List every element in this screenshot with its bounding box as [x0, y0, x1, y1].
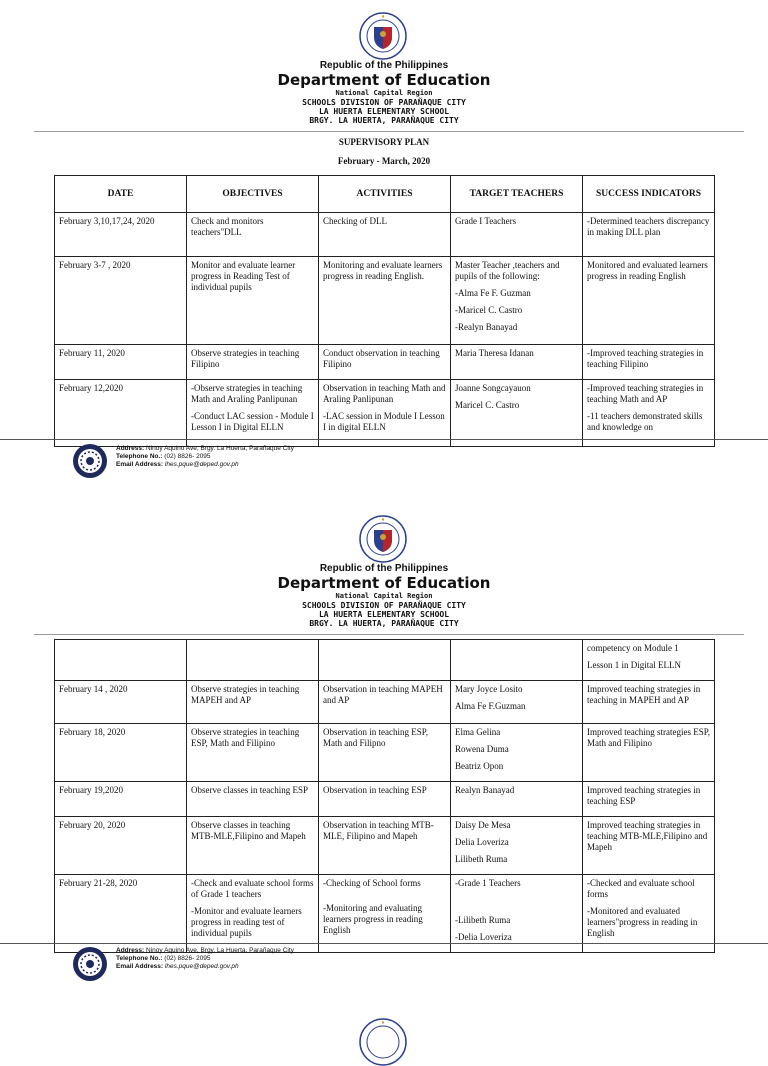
teachers-cell — [451, 640, 583, 681]
table-row — [55, 213, 715, 257]
email-value: lhes.pque@deped.gov.ph — [164, 963, 239, 970]
email-value: lhes.pque@deped.gov.ph — [164, 461, 239, 468]
cell-text: -Conduct LAC session - Module I Lesson I in Digital ELLN — [191, 411, 314, 432]
activities-cell — [319, 345, 451, 380]
column-header: OBJECTIVES — [187, 176, 319, 213]
objectives-cell — [187, 724, 319, 782]
republic-heading: Republic of the Philippines — [319, 60, 449, 71]
objectives-cell — [187, 257, 319, 345]
deped-seal-icon — [359, 515, 407, 563]
cell-text: Beatriz Opon — [455, 761, 504, 771]
footer-divider — [0, 439, 768, 440]
cell-text: Maricel C. Castro — [455, 400, 520, 410]
column-header: SUCCESS INDICATORS — [583, 176, 715, 213]
cell-text: Realyn Banayad — [455, 785, 515, 795]
cell-text: -Determined teachers discrepancy in making DLL plan — [587, 216, 710, 237]
division-heading: SCHOOLS DIVISION OF PARAÑAQUE CITY — [302, 98, 466, 107]
activities-cell — [319, 380, 451, 447]
cell-text: Lilibeth Ruma — [455, 854, 508, 864]
table-row — [55, 724, 715, 782]
cell-text: -Checking of School forms — [323, 878, 421, 888]
table-row — [55, 640, 715, 681]
objectives-cell — [187, 782, 319, 817]
table-row — [55, 875, 715, 953]
school-logo-icon — [72, 946, 108, 982]
objectives-cell — [187, 681, 319, 724]
cell-text: Observe strategies in teaching ESP, Math and Filipino — [191, 727, 300, 748]
cell-text: Observation in teaching MTB-MLE, Filipino and Mapeh — [323, 820, 434, 841]
cell-text: Monitored and evaluated learners progress in reading English — [587, 260, 708, 281]
date-cell: February 12,2020 — [55, 380, 187, 447]
cell-text: -Improved teaching strategies in teaching Math and AP — [587, 383, 704, 404]
division-heading: SCHOOLS DIVISION OF PARAÑAQUE CITY — [302, 601, 466, 610]
address-value: Ninoy Aquino Ave, Brgy. La Huerta, Parañaque City — [146, 445, 294, 452]
column-header: TARGET TEACHERS — [451, 176, 583, 213]
cell-text: Improved teaching strategies in teaching ESP — [587, 785, 701, 806]
header-divider — [34, 131, 744, 132]
cell-text: -Monitored and evaluated learners"progress in reading in English — [587, 906, 698, 938]
activities-cell — [319, 817, 451, 875]
teachers-cell — [451, 724, 583, 782]
cell-text: Check and monitors teachers"DLL — [191, 216, 264, 237]
supervisory-plan-table-continued — [54, 639, 715, 953]
cell-text: Lesson 1 in Digital ELLN — [587, 660, 681, 670]
cell-text: -Lilibeth Ruma — [455, 915, 511, 925]
address-label: Address: — [116, 947, 145, 954]
cell-text: Observation in teaching Math and Araling Panlipunan — [323, 383, 446, 404]
objectives-cell — [187, 875, 319, 953]
telephone-label: Telephone No.: — [116, 955, 163, 962]
cell-text: -Maricel C. Castro — [455, 305, 523, 315]
cell-text: -Observe strategies in teaching Math and Araling Panlipunan — [191, 383, 303, 404]
cell-text: Joanne Songcayauon — [455, 383, 531, 393]
teachers-cell — [451, 345, 583, 380]
cell-text: Delia Loveriza — [455, 837, 509, 847]
cell-text: -Monitoring and evaluating learners progress in reading English — [323, 903, 423, 935]
table-row — [55, 782, 715, 817]
objectives-cell — [187, 640, 319, 681]
school-logo-icon — [72, 443, 108, 479]
date-cell: February 3-7 , 2020 — [55, 257, 187, 345]
cell-text: Observation in teaching MAPEH and AP — [323, 684, 443, 705]
table-header-row — [55, 176, 715, 213]
school-address-heading: BRGY. LA HUERTA, PARAÑAQUE CITY — [309, 116, 459, 125]
cell-text: -LAC session in Module I Lesson I in digital ELLN — [323, 411, 445, 432]
cell-text: Maria Theresa Idanan — [455, 348, 534, 358]
teachers-cell — [451, 213, 583, 257]
indicators-cell — [583, 724, 715, 782]
indicators-cell — [583, 640, 715, 681]
indicators-cell — [583, 345, 715, 380]
cell-text: Observe classes in teaching ESP — [191, 785, 308, 795]
school-heading: LA HUERTA ELEMENTARY SCHOOL — [318, 610, 450, 619]
indicators-cell — [583, 875, 715, 953]
cell-text: Improved teaching strategies in teaching MTB-MLE,Filipino and Mapeh — [587, 820, 708, 852]
table-row — [55, 345, 715, 380]
cell-text: -Monitor and evaluate learners progress in reading test of individual pupils — [191, 906, 302, 938]
cell-text: Observe strategies in teaching MAPEH and AP — [191, 684, 300, 705]
cell-text: Mary Joyce Losito — [455, 684, 523, 694]
email-label: Email Address: — [116, 461, 164, 468]
cell-text: -Delia Loveriza — [455, 932, 512, 942]
address-value: Ninoy Aquino Ave, Brgy. La Huerta, Parañaque City — [146, 947, 294, 954]
teachers-cell — [451, 380, 583, 447]
activities-cell — [319, 681, 451, 724]
date-cell — [55, 640, 187, 681]
cell-text: Rowena Duma — [455, 744, 509, 754]
document-page-1 — [0, 0, 768, 480]
table-row — [55, 817, 715, 875]
date-cell: February 19,2020 — [55, 782, 187, 817]
cell-text: Monitoring and evaluate learners progress in reading English. — [323, 260, 443, 281]
teachers-cell — [451, 257, 583, 345]
teachers-cell — [451, 875, 583, 953]
plan-period: February - March, 2020 — [337, 156, 431, 166]
objectives-cell — [187, 345, 319, 380]
date-cell: February 11, 2020 — [55, 345, 187, 380]
footer-divider — [0, 943, 768, 944]
telephone-value: (02) 8826- 2095 — [164, 955, 211, 962]
cell-text: -Checked and evaluate school forms — [587, 878, 695, 899]
date-cell: February 3,10,17,24, 2020 — [55, 213, 187, 257]
table-row — [55, 257, 715, 345]
school-heading: LA HUERTA ELEMENTARY SCHOOL — [318, 107, 450, 116]
department-heading: Department of Education — [277, 574, 491, 592]
plan-title: SUPERVISORY PLAN — [338, 137, 430, 147]
cell-text: Observation in teaching ESP — [323, 785, 427, 795]
activities-cell — [319, 782, 451, 817]
republic-heading: Republic of the Philippines — [319, 563, 449, 574]
footer-contact — [116, 947, 294, 971]
cell-text: -11 teachers demonstrated skills and knowledge on — [587, 411, 703, 432]
indicators-cell — [583, 782, 715, 817]
deped-seal-icon — [359, 1018, 407, 1066]
indicators-cell — [583, 257, 715, 345]
indicators-cell — [583, 681, 715, 724]
date-cell: February 21-28, 2020 — [55, 875, 187, 953]
email-label: Email Address: — [116, 963, 164, 970]
teachers-cell — [451, 817, 583, 875]
cell-text: -Improved teaching strategies in teaching Filipino — [587, 348, 704, 369]
activities-cell — [319, 213, 451, 257]
activities-cell — [319, 724, 451, 782]
deped-seal-icon — [359, 12, 407, 60]
cell-text: -Grade 1 Teachers — [455, 878, 521, 888]
cell-text: Observation in teaching ESP, Math and Filipno — [323, 727, 428, 748]
supervisory-plan-table — [54, 175, 715, 447]
cell-text: Grade I Teachers — [455, 216, 517, 226]
cell-text: Improved teaching strategies in teaching in MAPEH and AP — [587, 684, 701, 705]
activities-cell — [319, 875, 451, 953]
region-heading: National Capital Region — [335, 89, 433, 97]
school-address-heading: BRGY. LA HUERTA, PARAÑAQUE CITY — [309, 619, 459, 628]
objectives-cell — [187, 817, 319, 875]
teachers-cell — [451, 782, 583, 817]
objectives-cell — [187, 380, 319, 447]
cell-text: Elma Gelina — [455, 727, 501, 737]
cell-text: Improved teaching strategies ESP, Math and Filipino — [587, 727, 710, 748]
activities-cell — [319, 257, 451, 345]
cell-text: Observe strategies in teaching Filipino — [191, 348, 300, 369]
table-row — [55, 380, 715, 447]
activities-cell — [319, 640, 451, 681]
cell-text: Conduct observation in teaching Filipino — [323, 348, 440, 369]
column-header: ACTIVITIES — [319, 176, 451, 213]
cell-text: -Alma Fe F. Guzman — [455, 288, 531, 298]
region-heading: National Capital Region — [335, 592, 433, 600]
telephone-value: (02) 8826- 2095 — [164, 453, 211, 460]
document-page-3 — [0, 1010, 768, 1024]
objectives-cell — [187, 213, 319, 257]
indicators-cell — [583, 380, 715, 447]
header-divider — [34, 634, 744, 635]
cell-text: Master Teacher ,teachers and pupils of the following: — [455, 260, 560, 281]
document-page-2 — [0, 500, 768, 990]
cell-text: Checking of DLL — [323, 216, 387, 226]
cell-text: -Realyn Banayad — [455, 322, 518, 332]
cell-text: Observe classes in teaching MTB-MLE,Filipino and Mapeh — [191, 820, 306, 841]
telephone-label: Telephone No.: — [116, 453, 163, 460]
cell-text: -Check and evaluate school forms of Grade 1 teachers — [191, 878, 314, 899]
column-header: DATE — [55, 176, 187, 213]
footer-contact — [116, 445, 294, 469]
department-heading: Department of Education — [277, 71, 491, 89]
cell-text: competency on Module 1 — [587, 643, 679, 653]
indicators-cell — [583, 213, 715, 257]
indicators-cell — [583, 817, 715, 875]
cell-text: Alma Fe F.Guzman — [455, 701, 526, 711]
date-cell: February 18, 2020 — [55, 724, 187, 782]
date-cell: February 14 , 2020 — [55, 681, 187, 724]
teachers-cell — [451, 681, 583, 724]
cell-text: Daisy De Mesa — [455, 820, 511, 830]
cell-text: Monitor and evaluate learner progress in Reading Test of individual pupils — [191, 260, 296, 292]
date-cell: February 20, 2020 — [55, 817, 187, 875]
table-row — [55, 681, 715, 724]
address-label: Address: — [116, 445, 145, 452]
